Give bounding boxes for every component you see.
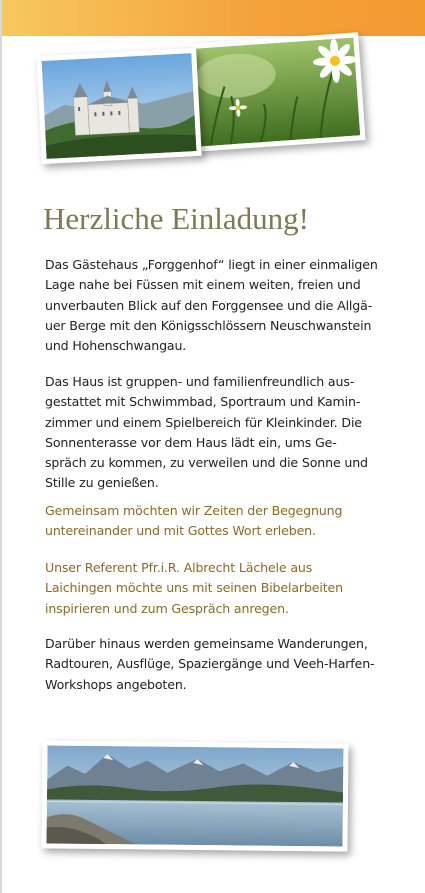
- text-line: Stille zu genießen.: [45, 475, 159, 491]
- daisy-image: [194, 38, 360, 147]
- paragraph-activities: [45, 634, 390, 695]
- header-accent-bar: [2, 0, 425, 36]
- text-line: untereinander und mit Gottes Wort erleben.: [45, 523, 316, 539]
- paragraph-speaker: [45, 558, 390, 619]
- paragraph-location: [45, 255, 390, 356]
- lake-photo: [41, 740, 348, 851]
- text-line: unverbauten Blick auf den Forggensee und die Allgä-: [45, 297, 373, 313]
- text-line: zimmer und einem Spielbereich für Kleinkinder. Die: [45, 414, 362, 430]
- text-line: und Hohenschwangau.: [45, 338, 187, 354]
- page-title: Herzliche Einladung!: [43, 201, 309, 236]
- text-line: uer Berge mit den Königsschlössern Neuschwanstein: [45, 317, 372, 333]
- paragraph-encounter: [45, 501, 390, 542]
- castle-image: [42, 53, 197, 159]
- paragraph-facilities: [45, 372, 390, 494]
- castle-photo: [36, 48, 201, 164]
- text-line: Das Haus ist gruppen- und familienfreundlich aus-: [45, 374, 355, 389]
- daisy-photo: [188, 32, 365, 152]
- lake-image: [46, 745, 343, 846]
- text-line: gestattet mit Schwimmbad, Sportraum und Kamin-: [45, 394, 361, 410]
- text-line: Unser Referent Pfr.i.R. Albrecht Lächele aus: [45, 560, 313, 575]
- text-line: Gemeinsam möchten wir Zeiten der Begegnung: [45, 503, 343, 518]
- text-line: Darüber hinaus werden gemeinsame Wanderungen,: [45, 636, 368, 651]
- text-line: Sonnenterasse vor dem Haus lädt ein, ums Ge-: [45, 434, 337, 450]
- text-line: inspirieren und zum Gespräch anregen.: [45, 600, 289, 616]
- text-line: Das Gästehaus „Forggenhof“ liegt in einer einmaligen: [45, 257, 378, 272]
- text-line: Lage nahe bei Füssen mit einem weiten, freien und: [45, 277, 361, 293]
- text-line: Workshops angeboten.: [45, 676, 187, 692]
- text-line: Radtouren, Ausflüge, Spaziergänge und Veeh-Harfen-: [45, 656, 375, 672]
- text-line: Laichingen möchte uns mit seinen Bibelarbeiten: [45, 580, 343, 596]
- text-line: spräch zu kommen, zu verweilen und die Sonne und: [45, 455, 368, 471]
